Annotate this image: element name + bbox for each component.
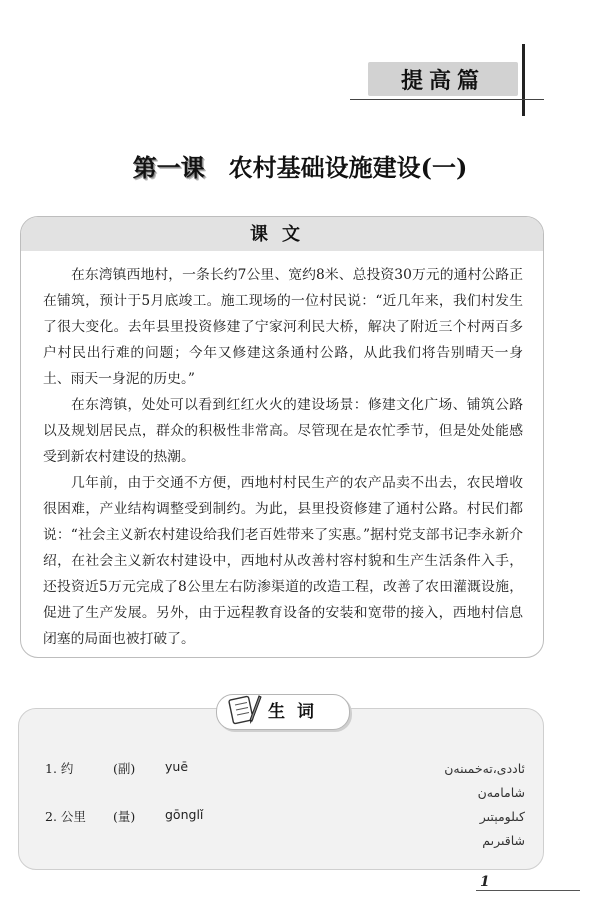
vocab-word: 1. 约 (45, 761, 74, 776)
section-tab-vertical-rule (522, 44, 525, 116)
vocab-pinyin: gōnglǐ (165, 807, 204, 822)
section-tab: 提高篇 (368, 62, 518, 96)
text-paragraph: 在东湾镇，处处可以看到红红火火的建设场景：修建文化广场、铺筑公路以及规划居民点，群众的积极性非常高。尽管现在是农忙季节，但是处处能感受到新农村建设的热潮。 (43, 397, 523, 465)
vocab-uyghur: شاقىرىم (482, 833, 525, 848)
vocab-uyghur: شامامەن (477, 785, 525, 800)
text-paragraph: 在东湾镇西地村，一条长约7公里、宽约8米、总投资30万元的通村公路正在铺筑，预计于5月底竣工。施工现场的一位村民说：“近几年来，我们村发生了很大变化。去年县里投资修建了宁家河利民大桥，解决了附近三个村两百多户村民出行难的问题；今年又修建这条通村公路，从此我们将告别晴天一身土、雨天一身泥的历史。” (43, 267, 523, 387)
page-number: 1 (480, 874, 490, 890)
text-box (20, 216, 544, 658)
vocab-pos: (副) (113, 761, 136, 776)
notebook-pencil-icon (228, 690, 262, 728)
text-paragraph: 几年前，由于交通不方便，西地村村民生产的农产品卖不出去，农民增收很困难，产业结构调整受到制约。为此，县里投资修建了通村公路。村民们都说：“社会主义新农村建设给我们老百姓带来了实惠。”据村党支部书记李永新介绍，在社会主义新农村建设中，西地村从改善村容村貌和生产生活条件入手，还投资近5万元完成了8公里左右防渗渠道的改造工程，改善了农田灌溉设施，促进了生产发展。另外，由于远程教育设备的安装和宽带的接入，西地村信息闭塞的局面也被打破了。 (43, 475, 523, 647)
vocab-word: 2. 公里 (45, 809, 86, 824)
vocab-box (18, 708, 544, 870)
lesson-title (0, 148, 600, 183)
lesson-name: 农村基础设施建设(一) (228, 153, 468, 182)
lesson-number: 第一课 (132, 153, 205, 182)
text-header: 课文 (21, 217, 543, 251)
vocab-header: 生词 (268, 702, 326, 722)
text-body (43, 262, 523, 652)
vocab-pos: (量) (113, 809, 136, 824)
section-tab-horizontal-rule (350, 99, 544, 100)
vocab-uyghur: كىلومېتىر (479, 809, 525, 824)
vocab-uyghur: ئاددى،تەخمىنەن (444, 761, 525, 776)
footer-rule (476, 890, 580, 891)
vocab-pinyin: yuē (165, 759, 189, 774)
